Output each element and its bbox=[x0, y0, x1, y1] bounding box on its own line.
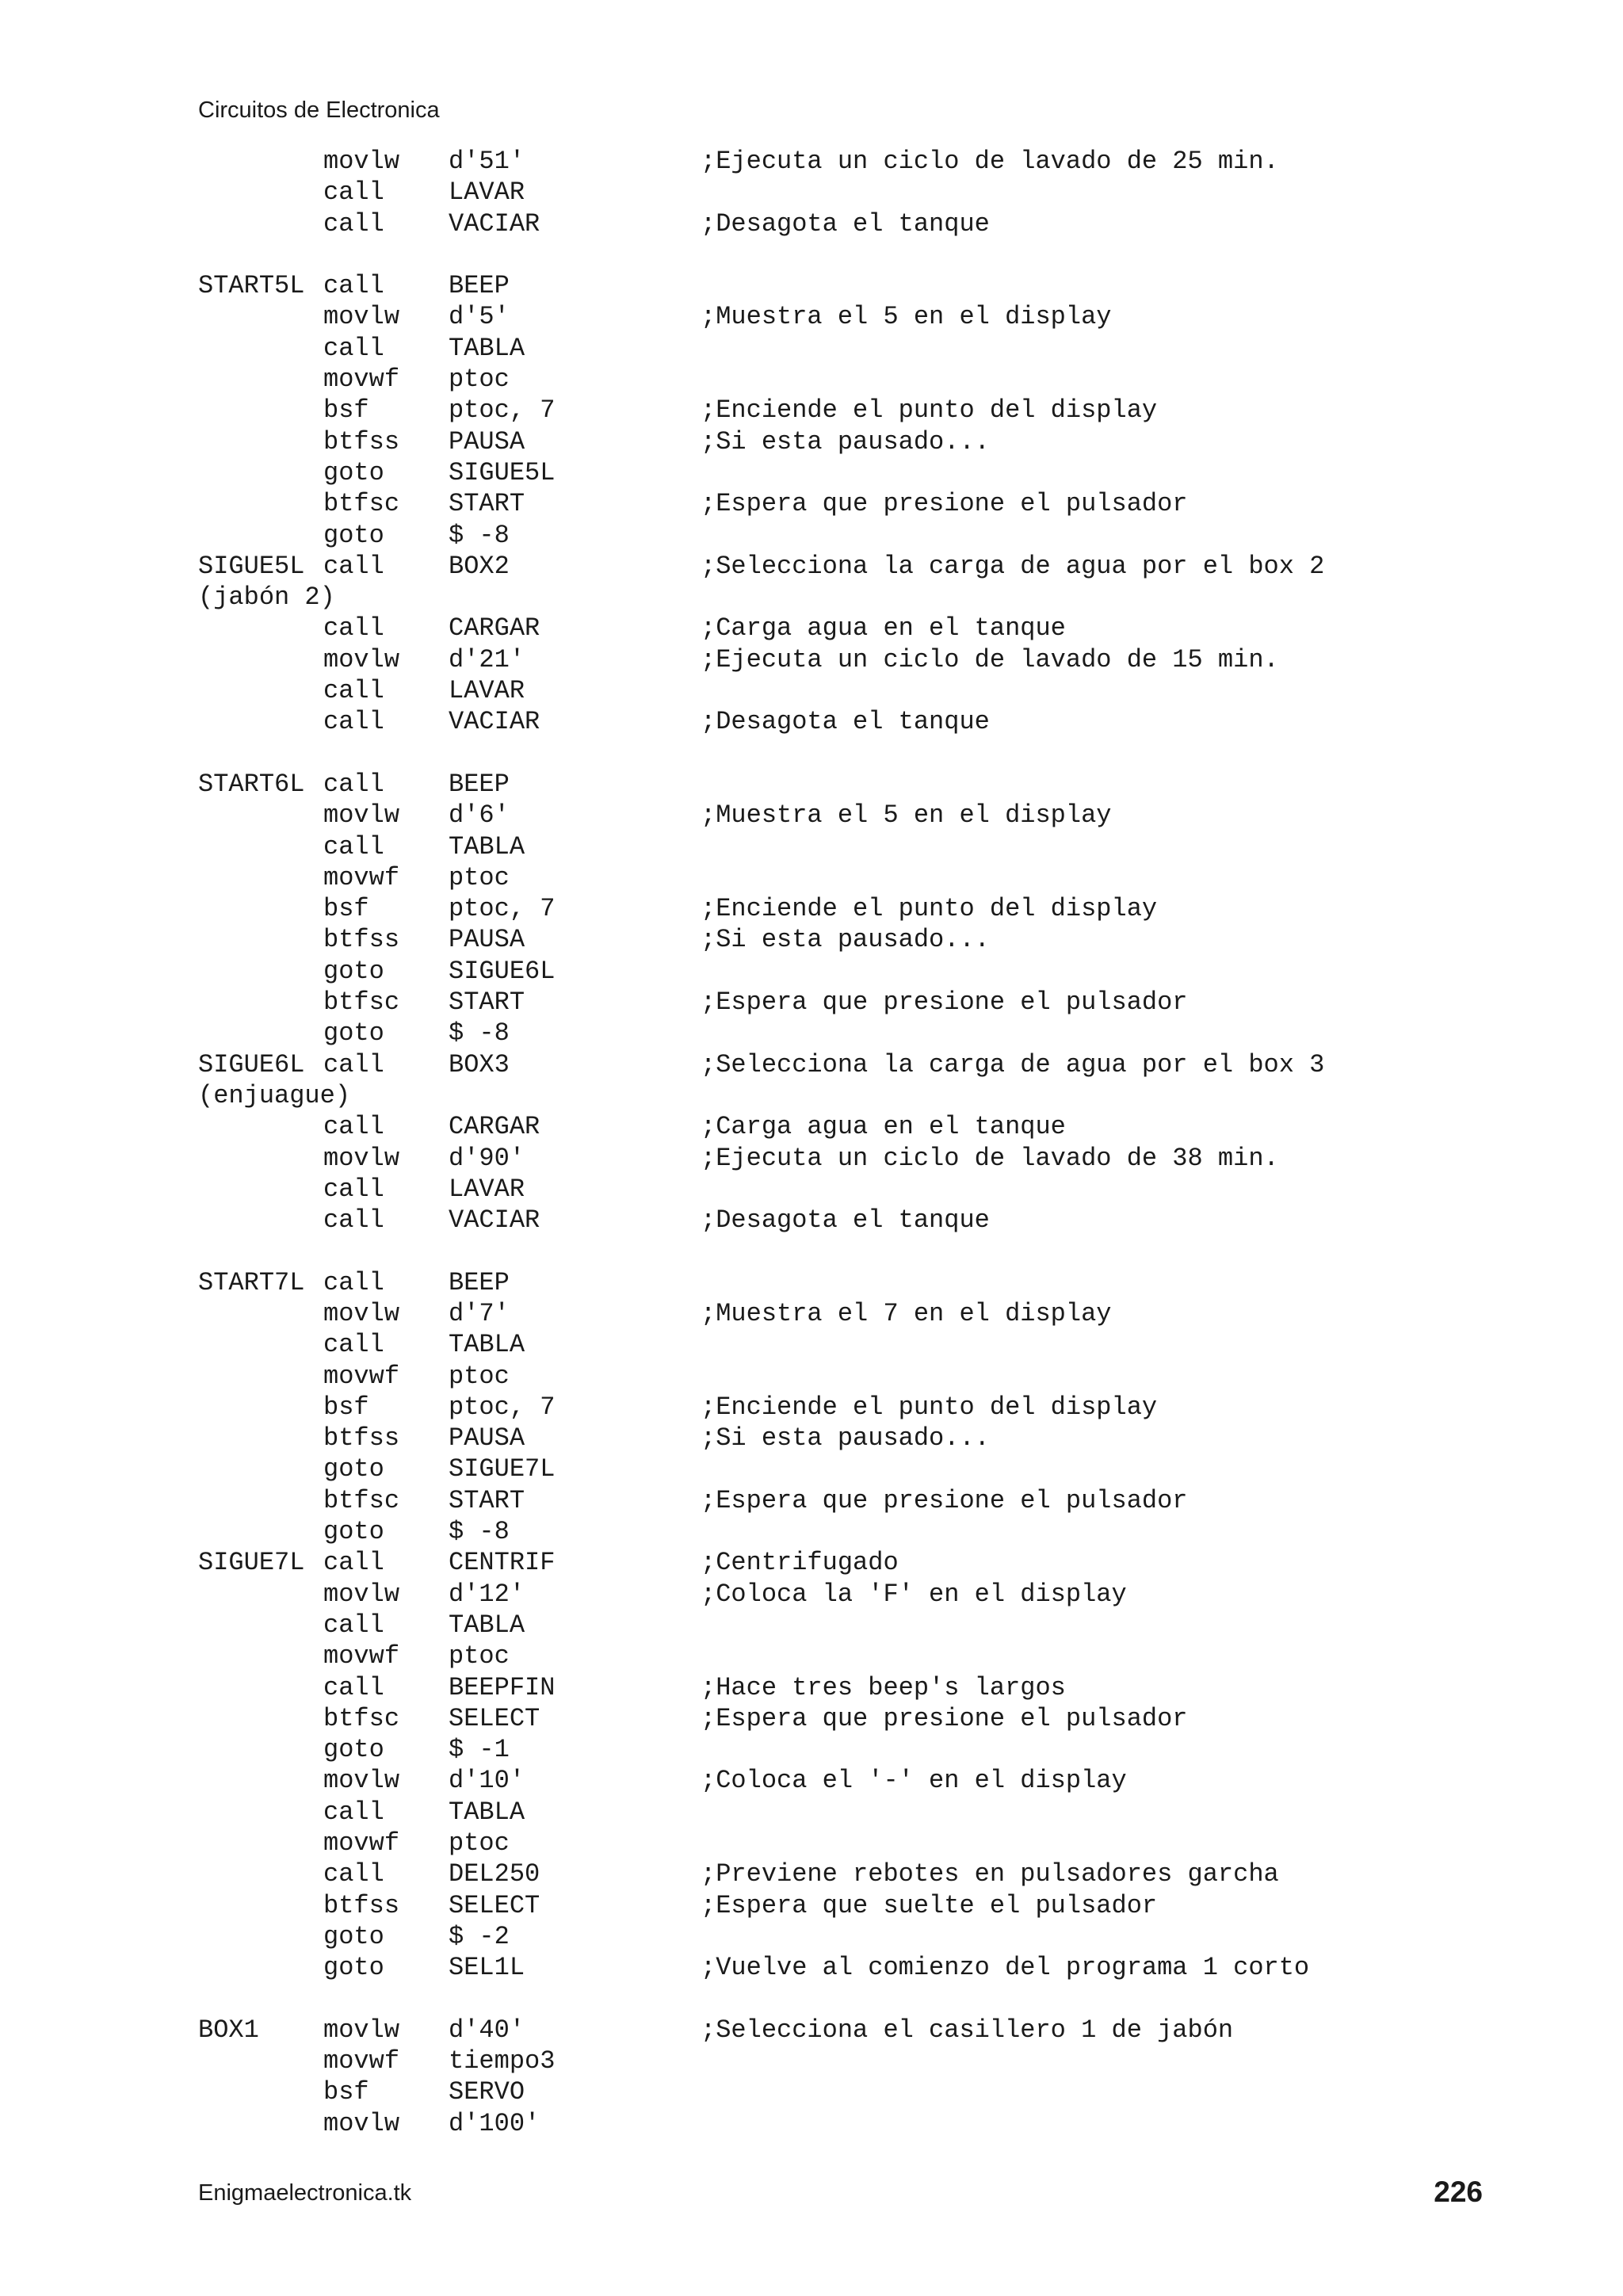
code-line bbox=[198, 1579, 1324, 1610]
code-comment: ;Si esta pausado... bbox=[701, 925, 990, 955]
code-label bbox=[198, 333, 323, 364]
code-label bbox=[198, 208, 323, 239]
code-line bbox=[198, 893, 1324, 924]
code-opcode: goto bbox=[323, 1921, 384, 1951]
code-opcode: bsf bbox=[323, 2077, 369, 2107]
code-line bbox=[198, 1610, 1324, 1641]
code-line bbox=[198, 644, 1324, 675]
code-opcode: call bbox=[323, 769, 384, 799]
code-label bbox=[198, 1392, 323, 1423]
code-comment: ;Desagota el tanque bbox=[701, 707, 990, 737]
code-operand: ptoc bbox=[449, 1641, 510, 1671]
code-label bbox=[198, 1641, 323, 1671]
code-label bbox=[198, 426, 323, 457]
code-opcode: btfsc bbox=[323, 489, 400, 519]
code-label bbox=[198, 1236, 323, 1266]
code-operand bbox=[449, 738, 701, 769]
code-operand: $ -8 bbox=[449, 1517, 510, 1547]
code-comment: ;Espera que presione el pulsador bbox=[701, 489, 1188, 519]
code-label bbox=[198, 301, 323, 332]
code-operand: tiempo3 bbox=[449, 2046, 556, 2076]
code-line bbox=[198, 1734, 1324, 1765]
code-label bbox=[198, 364, 323, 395]
code-label bbox=[198, 1921, 323, 1952]
code-operand bbox=[449, 1236, 701, 1266]
code-opcode: btfss bbox=[323, 426, 400, 457]
code-line bbox=[198, 582, 1324, 613]
code-operand: START bbox=[449, 489, 525, 519]
code-operand: $ -8 bbox=[449, 1018, 510, 1049]
code-comment: ;Coloca el '-' en el display bbox=[701, 1766, 1127, 1796]
code-line bbox=[198, 1111, 1324, 1142]
code-comment: ;Selecciona el casillero 1 de jabón bbox=[701, 2015, 1234, 2045]
code-operand: ptoc, 7 bbox=[449, 395, 556, 426]
code-opcode: goto bbox=[323, 956, 384, 986]
code-operand: SELECT bbox=[449, 1703, 540, 1733]
code-line bbox=[198, 1205, 1324, 1236]
code-label bbox=[198, 1423, 323, 1454]
code-opcode: call bbox=[323, 551, 384, 581]
code-line bbox=[198, 1485, 1324, 1516]
code-comment: ;Hace tres beep's largos bbox=[701, 1672, 1066, 1702]
code-label bbox=[198, 2046, 323, 2076]
code-line bbox=[198, 1298, 1324, 1329]
code-opcode: call bbox=[323, 1205, 384, 1236]
code-label bbox=[198, 177, 323, 208]
code-operand: ptoc bbox=[449, 365, 510, 395]
code-operand: ptoc bbox=[449, 862, 510, 892]
code-line bbox=[198, 551, 1324, 582]
code-line bbox=[198, 738, 1324, 769]
code-label: SIGUE7L bbox=[198, 1548, 305, 1578]
code-label bbox=[198, 1205, 323, 1236]
page-number: 226 bbox=[1434, 2176, 1483, 2208]
code-operand: PAUSA bbox=[449, 925, 525, 955]
code-opcode: movwf bbox=[323, 1641, 400, 1671]
footer-site: Enigmaelectronica.tk bbox=[198, 2180, 412, 2206]
code-operand: d'90' bbox=[449, 1143, 525, 1173]
code-opcode: movlw bbox=[323, 644, 400, 674]
code-opcode: bsf bbox=[323, 1392, 369, 1422]
code-opcode: call bbox=[323, 1267, 384, 1297]
code-opcode: movwf bbox=[323, 862, 400, 892]
code-operand: SIGUE7L bbox=[449, 1454, 556, 1484]
code-operand: BOX3 bbox=[449, 1049, 510, 1079]
code-opcode: call bbox=[323, 333, 384, 363]
code-operand: PAUSA bbox=[449, 426, 525, 457]
code-operand: $ -8 bbox=[449, 520, 510, 550]
code-opcode: goto bbox=[323, 1454, 384, 1484]
code-line bbox=[198, 1143, 1324, 1174]
code-comment: ;Centrifugado bbox=[701, 1548, 899, 1578]
code-label bbox=[198, 1984, 323, 2015]
code-comment: ;Carga agua en el tanque bbox=[701, 613, 1066, 644]
code-line bbox=[198, 1018, 1324, 1049]
code-opcode: call bbox=[323, 613, 384, 644]
code-label bbox=[198, 831, 323, 862]
code-opcode: btfss bbox=[323, 925, 400, 955]
code-operand: BEEP bbox=[449, 271, 510, 301]
code-label bbox=[198, 893, 323, 924]
code-opcode: call bbox=[323, 1112, 384, 1142]
code-opcode: call bbox=[323, 1610, 384, 1640]
code-operand: d'7' bbox=[449, 1298, 510, 1328]
code-line bbox=[198, 426, 1324, 457]
code-operand: ptoc, 7 bbox=[449, 1392, 556, 1422]
code-label bbox=[198, 1111, 323, 1142]
code-label bbox=[198, 1734, 323, 1765]
code-line bbox=[198, 270, 1324, 301]
code-line bbox=[198, 862, 1324, 893]
code-line bbox=[198, 364, 1324, 395]
code-label bbox=[198, 239, 323, 270]
code-comment: ;Selecciona la carga de agua por el box 3 bbox=[701, 1049, 1325, 1079]
code-line bbox=[198, 1361, 1324, 1392]
code-label bbox=[198, 1361, 323, 1392]
code-opcode: movwf bbox=[323, 2046, 400, 2076]
code-comment: ;Ejecuta un ciclo de lavado de 25 min. bbox=[701, 147, 1279, 176]
code-label bbox=[198, 1485, 323, 1516]
code-line bbox=[198, 1890, 1324, 1921]
code-comment: ;Espera que presione el pulsador bbox=[701, 988, 1188, 1018]
code-opcode: bsf bbox=[323, 894, 369, 924]
code-line bbox=[198, 1703, 1324, 1734]
page-header: Circuitos de Electronica bbox=[198, 97, 440, 123]
code-label bbox=[198, 1797, 323, 1828]
code-operand: ptoc, 7 bbox=[449, 894, 556, 924]
code-label: BOX1 bbox=[198, 2015, 259, 2045]
code-comment: ;Si esta pausado... bbox=[701, 1423, 990, 1454]
code-opcode: btfsc bbox=[323, 1485, 400, 1515]
code-comment: ;Espera que suelte el pulsador bbox=[701, 1890, 1158, 1920]
code-comment: ;Ejecuta un ciclo de lavado de 15 min. bbox=[701, 644, 1279, 674]
code-label bbox=[198, 1516, 323, 1547]
code-operand: BOX2 bbox=[449, 551, 510, 581]
code-operand: $ -1 bbox=[449, 1735, 510, 1765]
code-opcode bbox=[323, 239, 449, 270]
code-opcode: movlw bbox=[323, 147, 400, 176]
code-opcode: movlw bbox=[323, 1143, 400, 1173]
code-label bbox=[198, 2076, 323, 2107]
code-operand: LAVAR bbox=[449, 676, 525, 706]
code-comment: ;Enciende el punto del display bbox=[701, 894, 1158, 924]
code-opcode: call bbox=[323, 1330, 384, 1360]
code-operand: START bbox=[449, 988, 525, 1018]
code-operand: $ -2 bbox=[449, 1921, 510, 1951]
code-opcode: call bbox=[323, 1548, 384, 1578]
code-operand: VACIAR bbox=[449, 707, 540, 737]
code-label bbox=[198, 1329, 323, 1360]
code-continuation: (jabón 2) bbox=[198, 583, 335, 613]
code-label bbox=[198, 1952, 323, 1983]
code-line bbox=[198, 1547, 1324, 1578]
code-operand: BEEPFIN bbox=[449, 1672, 556, 1702]
code-opcode: movlw bbox=[323, 2108, 400, 2138]
code-comment: ;Espera que presione el pulsador bbox=[701, 1485, 1188, 1515]
code-operand: ptoc bbox=[449, 1361, 510, 1391]
code-operand: CARGAR bbox=[449, 1112, 540, 1142]
code-line bbox=[198, 1765, 1324, 1796]
code-label bbox=[198, 738, 323, 769]
code-operand: TABLA bbox=[449, 831, 525, 861]
code-label: START6L bbox=[198, 769, 305, 799]
code-label bbox=[198, 1672, 323, 1703]
code-line bbox=[198, 177, 1324, 208]
code-line bbox=[198, 1921, 1324, 1952]
code-operand: SIGUE6L bbox=[449, 956, 556, 986]
code-line bbox=[198, 520, 1324, 551]
code-line bbox=[198, 1049, 1324, 1080]
code-label bbox=[198, 2108, 323, 2139]
code-label bbox=[198, 1765, 323, 1796]
code-operand: CENTRIF bbox=[449, 1548, 556, 1578]
code-line bbox=[198, 831, 1324, 862]
code-line bbox=[198, 457, 1324, 488]
code-line bbox=[198, 924, 1324, 955]
code-line bbox=[198, 2046, 1324, 2076]
code-opcode: movwf bbox=[323, 365, 400, 395]
code-opcode: call bbox=[323, 1859, 384, 1889]
code-opcode: call bbox=[323, 707, 384, 737]
code-line bbox=[198, 769, 1324, 800]
code-opcode: goto bbox=[323, 457, 384, 487]
code-opcode bbox=[323, 738, 449, 769]
code-comment: ;Enciende el punto del display bbox=[701, 395, 1158, 426]
code-label bbox=[198, 1890, 323, 1921]
code-opcode: btfsc bbox=[323, 1703, 400, 1733]
code-opcode bbox=[323, 1236, 449, 1266]
code-operand: CARGAR bbox=[449, 613, 540, 644]
code-opcode: movlw bbox=[323, 800, 400, 831]
code-label bbox=[198, 675, 323, 706]
code-line bbox=[198, 987, 1324, 1018]
code-opcode: btfss bbox=[323, 1423, 400, 1454]
code-label bbox=[198, 800, 323, 831]
code-operand: TABLA bbox=[449, 1797, 525, 1827]
code-line bbox=[198, 1952, 1324, 1983]
code-line bbox=[198, 675, 1324, 706]
code-operand bbox=[449, 1984, 701, 2015]
code-line bbox=[198, 1797, 1324, 1828]
code-operand: d'21' bbox=[449, 644, 525, 674]
code-label bbox=[198, 613, 323, 644]
code-opcode: goto bbox=[323, 1018, 384, 1049]
code-comment: ;Muestra el 5 en el display bbox=[701, 800, 1112, 831]
code-operand: VACIAR bbox=[449, 1205, 540, 1236]
code-comment: ;Selecciona la carga de agua por el box 2 bbox=[701, 551, 1325, 581]
code-opcode: movlw bbox=[323, 1766, 400, 1796]
code-line bbox=[198, 1828, 1324, 1859]
code-line bbox=[198, 1454, 1324, 1484]
code-operand: VACIAR bbox=[449, 208, 540, 239]
code-operand: SERVO bbox=[449, 2077, 525, 2107]
code-operand: SEL1L bbox=[449, 1953, 525, 1983]
code-comment: ;Ejecuta un ciclo de lavado de 38 min. bbox=[701, 1143, 1279, 1173]
code-opcode: call bbox=[323, 1174, 384, 1204]
code-line bbox=[198, 1174, 1324, 1205]
code-opcode bbox=[323, 1984, 449, 2015]
code-line bbox=[198, 1859, 1324, 1889]
code-label: START5L bbox=[198, 271, 305, 301]
code-operand: BEEP bbox=[449, 769, 510, 799]
code-operand: SIGUE5L bbox=[449, 457, 556, 487]
code-opcode: call bbox=[323, 1797, 384, 1827]
code-operand: d'51' bbox=[449, 147, 525, 176]
code-label bbox=[198, 924, 323, 955]
code-comment: ;Vuelve al comienzo del programa 1 corto bbox=[701, 1953, 1310, 1983]
code-line bbox=[198, 239, 1324, 270]
code-opcode: goto bbox=[323, 1735, 384, 1765]
code-opcode: btfss bbox=[323, 1890, 400, 1920]
code-opcode: call bbox=[323, 271, 384, 301]
code-operand: d'6' bbox=[449, 800, 510, 831]
code-label bbox=[198, 1174, 323, 1205]
code-opcode: call bbox=[323, 676, 384, 706]
code-label bbox=[198, 1018, 323, 1049]
code-comment: ;Desagota el tanque bbox=[701, 208, 990, 239]
code-line bbox=[198, 488, 1324, 519]
code-label bbox=[198, 1298, 323, 1329]
code-line bbox=[198, 2076, 1324, 2107]
code-label bbox=[198, 520, 323, 551]
code-opcode: call bbox=[323, 208, 384, 239]
code-operand: d'10' bbox=[449, 1766, 525, 1796]
code-operand bbox=[449, 239, 701, 270]
code-line bbox=[198, 1984, 1324, 2015]
code-label bbox=[198, 644, 323, 675]
code-operand: ptoc bbox=[449, 1828, 510, 1859]
code-label bbox=[198, 987, 323, 1018]
code-comment: ;Carga agua en el tanque bbox=[701, 1112, 1066, 1142]
code-opcode: movlw bbox=[323, 1579, 400, 1609]
code-line bbox=[198, 613, 1324, 644]
code-operand: d'40' bbox=[449, 2015, 525, 2045]
code-line bbox=[198, 1236, 1324, 1266]
code-operand: d'100' bbox=[449, 2108, 540, 2138]
code-line bbox=[198, 1267, 1324, 1298]
code-comment: ;Si esta pausado... bbox=[701, 426, 990, 457]
code-operand: TABLA bbox=[449, 1610, 525, 1640]
code-label bbox=[198, 1703, 323, 1734]
code-line bbox=[198, 1641, 1324, 1671]
code-label bbox=[198, 862, 323, 893]
code-operand: d'5' bbox=[449, 302, 510, 332]
code-operand: START bbox=[449, 1485, 525, 1515]
code-label bbox=[198, 1454, 323, 1484]
code-label bbox=[198, 1579, 323, 1610]
code-label bbox=[198, 706, 323, 737]
code-comment: ;Desagota el tanque bbox=[701, 1205, 990, 1236]
code-label bbox=[198, 1828, 323, 1859]
code-opcode: btfsc bbox=[323, 988, 400, 1018]
code-line bbox=[198, 333, 1324, 364]
code-operand: BEEP bbox=[449, 1267, 510, 1297]
code-line bbox=[198, 2108, 1324, 2139]
code-operand: d'12' bbox=[449, 1579, 525, 1609]
code-line bbox=[198, 1423, 1324, 1454]
code-comment: ;Espera que presione el pulsador bbox=[701, 1703, 1188, 1733]
code-label bbox=[198, 1859, 323, 1889]
code-line bbox=[198, 2015, 1324, 2046]
code-opcode: call bbox=[323, 1049, 384, 1079]
code-line bbox=[198, 1329, 1324, 1360]
code-operand: DEL250 bbox=[449, 1859, 540, 1889]
code-label bbox=[198, 395, 323, 426]
code-line bbox=[198, 956, 1324, 987]
code-line bbox=[198, 208, 1324, 239]
code-label bbox=[198, 956, 323, 987]
code-line bbox=[198, 1672, 1324, 1703]
code-opcode: call bbox=[323, 178, 384, 208]
code-label bbox=[198, 488, 323, 519]
code-opcode: bsf bbox=[323, 395, 369, 426]
code-comment: ;Muestra el 5 en el display bbox=[701, 302, 1112, 332]
code-label bbox=[198, 457, 323, 488]
code-operand: TABLA bbox=[449, 333, 525, 363]
code-comment: ;Coloca la 'F' en el display bbox=[701, 1579, 1127, 1609]
code-line bbox=[198, 1516, 1324, 1547]
code-line bbox=[198, 146, 1324, 177]
code-comment: ;Enciende el punto del display bbox=[701, 1392, 1158, 1422]
code-line bbox=[198, 1080, 1324, 1111]
code-opcode: movlw bbox=[323, 2015, 400, 2045]
code-opcode: call bbox=[323, 1672, 384, 1702]
code-label: SIGUE5L bbox=[198, 551, 305, 581]
code-continuation: (enjuague) bbox=[198, 1080, 351, 1110]
code-label: START7L bbox=[198, 1267, 305, 1297]
code-opcode: goto bbox=[323, 520, 384, 550]
code-opcode: movlw bbox=[323, 1298, 400, 1328]
code-line bbox=[198, 1392, 1324, 1423]
code-comment: ;Muestra el 7 en el display bbox=[701, 1298, 1112, 1328]
code-label: SIGUE6L bbox=[198, 1049, 305, 1079]
code-line bbox=[198, 800, 1324, 831]
code-opcode: goto bbox=[323, 1517, 384, 1547]
code-operand: PAUSA bbox=[449, 1423, 525, 1454]
code-opcode: goto bbox=[323, 1953, 384, 1983]
code-operand: LAVAR bbox=[449, 1174, 525, 1204]
code-opcode: call bbox=[323, 831, 384, 861]
code-line bbox=[198, 395, 1324, 426]
code-operand: LAVAR bbox=[449, 178, 525, 208]
code-label bbox=[198, 1143, 323, 1174]
code-label bbox=[198, 1610, 323, 1641]
code-line bbox=[198, 301, 1324, 332]
code-operand: TABLA bbox=[449, 1330, 525, 1360]
code-opcode: movwf bbox=[323, 1361, 400, 1391]
code-line bbox=[198, 706, 1324, 737]
code-comment: ;Previene rebotes en pulsadores garcha bbox=[701, 1859, 1279, 1889]
code-listing bbox=[198, 146, 1324, 2139]
code-label bbox=[198, 146, 323, 177]
code-opcode: movlw bbox=[323, 302, 400, 332]
code-operand: SELECT bbox=[449, 1890, 540, 1920]
code-opcode: movwf bbox=[323, 1828, 400, 1859]
